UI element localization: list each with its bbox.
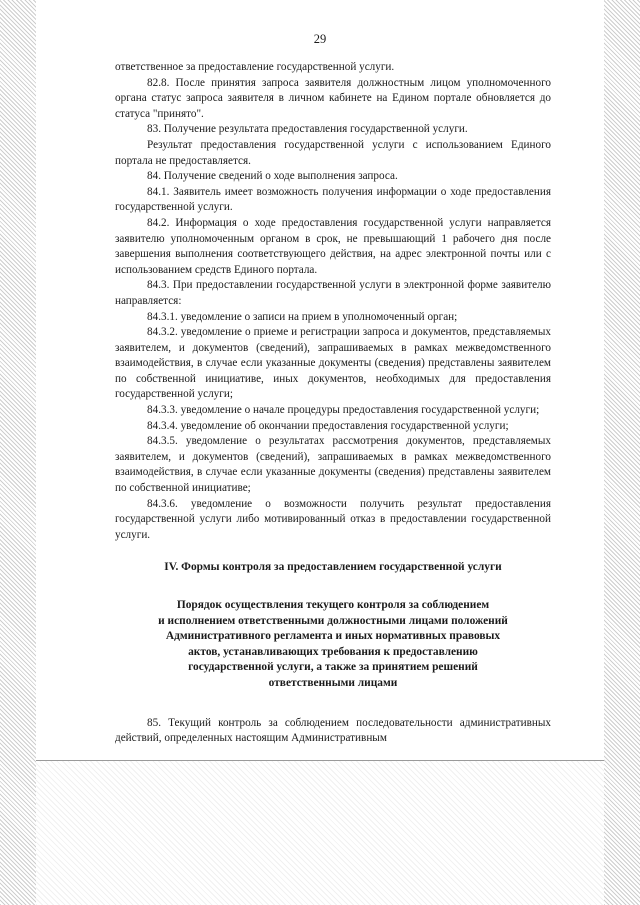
paragraph: 84.1. Заявитель имеет возможность получения информации о ходе предоставления государственной услуги. <box>115 185 551 214</box>
paragraph: 84.3. При предоставлении государственной услуги в электронной форме заявителю направляется: <box>115 279 551 307</box>
paragraph: 84.3.5. уведомление о результатах рассмотрения документов, представляемых заявителем, и документов (сведений), запрашиваемых в рамках межведомственного взаимодействия, в случае если указанные документы (сведения) представлены заявителем по собственной инициативе; <box>115 435 551 495</box>
document-page <box>36 0 604 761</box>
paragraph: 82.8. После принятия запроса заявителя должностным лицом уполномоченного органа статус запроса заявителя в личном кабинете на Едином портале обновляется до статуса "принято". <box>115 76 551 120</box>
paragraph: 84.3.3. уведомление о начале процедуры предоставления государственной услуги; <box>147 404 540 417</box>
paragraph: 84. Получение сведений о ходе выполнения запроса. <box>147 170 398 183</box>
subsection-heading-line: ответственными лицами <box>268 676 398 689</box>
paragraph: 84.3.1. уведомление о записи на прием в уполномоченный орган; <box>147 310 458 323</box>
page-content <box>115 60 551 747</box>
paragraph: 84.3.4. уведомление об окончании предоставления государственной услуги; <box>147 419 509 432</box>
paragraph-list <box>115 60 551 543</box>
subsection-heading-line: Административного регламента и иных нормативных правовых <box>165 630 501 643</box>
section-heading: IV. Формы контроля за предоставлением государственной услуги <box>164 561 502 574</box>
paragraph: ответственное за предоставление государственной услуги. <box>115 61 395 73</box>
paragraph: Результат предоставления государственной услуги с использованием Единого портала не предоставляется. <box>115 138 551 167</box>
paragraph: 83. Получение результата предоставления государственной услуги. <box>147 123 468 136</box>
subsection-heading-line: и исполнением ответственными должностными лицами положений <box>158 614 508 627</box>
subsection-heading <box>133 598 533 692</box>
paragraph: 84.3.2. уведомление о приеме и регистрации запроса и документов, представляемых заявителем, и документов (сведений), запрашиваемых в рамках межведомственного взаимодействия, в случае если указанные документы (сведения) представлены заявителем по собственной инициативе, иных документов, необходимых для предоставления государственной услуги; <box>115 326 551 401</box>
paragraph: 84.3.6. уведомление о возможности получить результат предоставления государственной услуги либо мотивированный отказ в предоставлении государственной услуги. <box>115 497 551 541</box>
page-number: 29 <box>313 32 327 46</box>
scan-border-bottom <box>36 760 604 905</box>
paragraph: 84.2. Информация о ходе предоставления государственной услуги направляется заявителю уполномоченным органом в срок, не превышающий 1 рабочего дня после завершения выполнения соответствующего действия, на адрес электронной почты или с использованием средств Единого портала. <box>115 216 551 276</box>
scan-border-left <box>0 0 36 905</box>
paragraph-85: 85. Текущий контроль за соблюдением последовательности административных действий, определенных настоящим Административным <box>115 716 551 745</box>
subsection-heading-line: актов, устанавливающих требования к предоставлению <box>188 645 478 658</box>
subsection-heading-line: Порядок осуществления текущего контроля за соблюдением <box>176 599 490 611</box>
subsection-heading-line: государственной услуги, а также за принятием решений <box>188 661 478 674</box>
scan-border-right <box>604 0 640 905</box>
